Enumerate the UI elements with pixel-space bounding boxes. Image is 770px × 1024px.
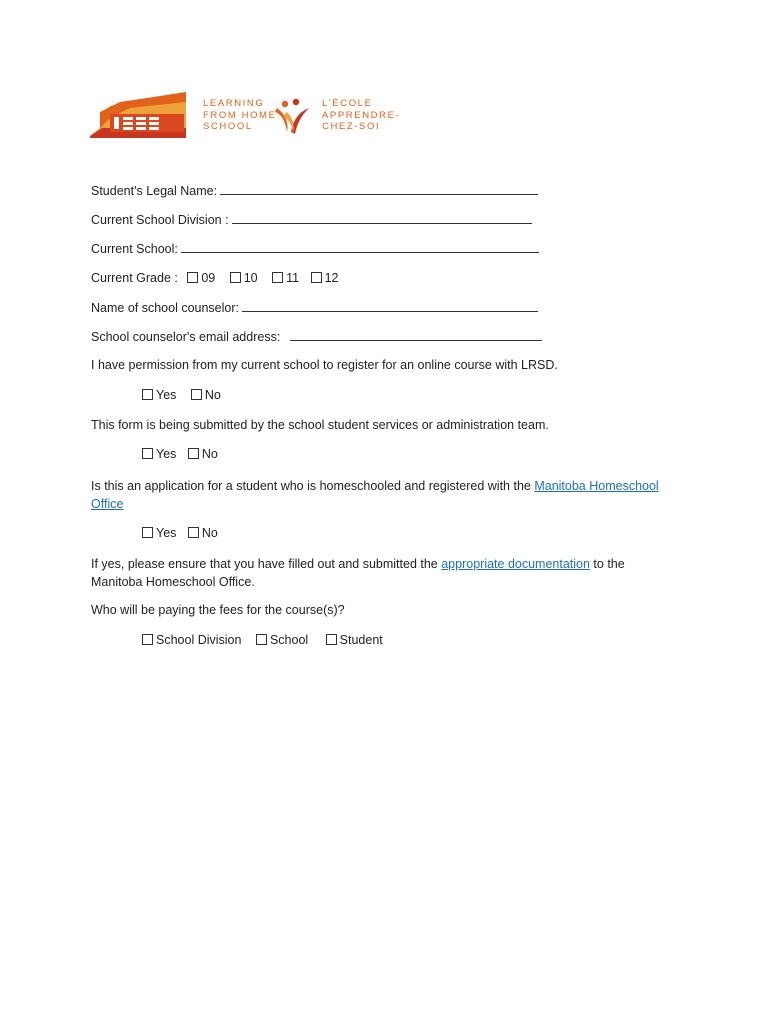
logo-text-en: LEARNING FROM HOME SCHOOL [203, 98, 277, 132]
counselor-email-row [91, 329, 542, 344]
checkbox-icon[interactable] [272, 272, 283, 283]
submitted-by-question: This form is being submitted by the school student services or administration team. [91, 418, 549, 432]
learning-from-home-logo [90, 92, 401, 140]
grade-option-12[interactable]: 12 [311, 271, 339, 285]
manitoba-homeschool-link[interactable]: Manitoba Homeschool Office [91, 479, 659, 511]
people-emblem-icon [271, 98, 313, 136]
permission-no[interactable]: No [191, 388, 221, 402]
checkbox-icon[interactable] [256, 634, 267, 645]
grade-label: Current Grade : [91, 271, 178, 285]
logo-text-fr: L'ÉCOLE APPRENDRE- CHEZ-SOI [322, 98, 401, 132]
checkbox-icon[interactable] [142, 527, 153, 538]
homeschool-no[interactable]: No [188, 526, 218, 540]
checkbox-icon[interactable] [188, 448, 199, 459]
checkbox-icon[interactable] [311, 272, 322, 283]
checkbox-icon[interactable] [191, 389, 202, 400]
permission-question: I have permission from my current school to register for an online course with LRSD. [91, 358, 558, 372]
fees-question: Who will be paying the fees for the course(s)? [91, 603, 345, 617]
checkbox-icon[interactable] [142, 448, 153, 459]
if-yes-note: If yes, please ensure that you have filled out and submitted the appropriate documentation to the Manitoba Homeschool Office. [91, 557, 625, 589]
appropriate-documentation-link[interactable]: appropriate documentation [441, 557, 590, 571]
counselor-label: Name of school counselor: [91, 301, 239, 315]
submitted-by-yes[interactable]: Yes [142, 447, 176, 461]
counselor-email-field[interactable] [290, 329, 542, 341]
counselor-field[interactable] [242, 300, 538, 312]
school-row [91, 241, 539, 256]
fees-school[interactable]: School [256, 633, 308, 647]
homeschool-yes[interactable]: Yes [142, 526, 176, 540]
fees-options [142, 633, 394, 647]
legal-name-row [91, 183, 538, 198]
homeschool-options [142, 526, 229, 540]
submitted-by-options [142, 447, 229, 461]
fees-student[interactable]: Student [326, 633, 383, 647]
checkbox-icon[interactable] [187, 272, 198, 283]
school-label: Current School: [91, 242, 178, 256]
school-field[interactable] [181, 241, 539, 253]
checkbox-icon[interactable] [188, 527, 199, 538]
division-field[interactable] [232, 212, 532, 224]
counselor-email-label: School counselor's email address: [91, 330, 281, 344]
grade-option-11[interactable]: 11 [272, 271, 299, 285]
school-building-icon [90, 92, 190, 140]
fees-school-division[interactable]: School Division [142, 633, 241, 647]
division-label: Current School Division : [91, 213, 229, 227]
legal-name-label: Student's Legal Name: [91, 184, 218, 198]
checkbox-icon[interactable] [230, 272, 241, 283]
grade-option-10[interactable]: 10 [230, 271, 258, 285]
checkbox-icon[interactable] [326, 634, 337, 645]
submitted-by-no[interactable]: No [188, 447, 218, 461]
checkbox-icon[interactable] [142, 634, 153, 645]
grade-option-09[interactable]: 09 [187, 271, 215, 285]
permission-yes[interactable]: Yes [142, 388, 176, 402]
homeschool-question: Is this an application for a student who is homeschooled and registered with the Manitoba Homeschool Office [91, 479, 659, 511]
division-row [91, 212, 532, 227]
legal-name-field[interactable] [220, 183, 538, 195]
checkbox-icon[interactable] [142, 389, 153, 400]
counselor-row [91, 300, 538, 315]
grade-row [91, 271, 349, 285]
permission-options [142, 388, 232, 402]
